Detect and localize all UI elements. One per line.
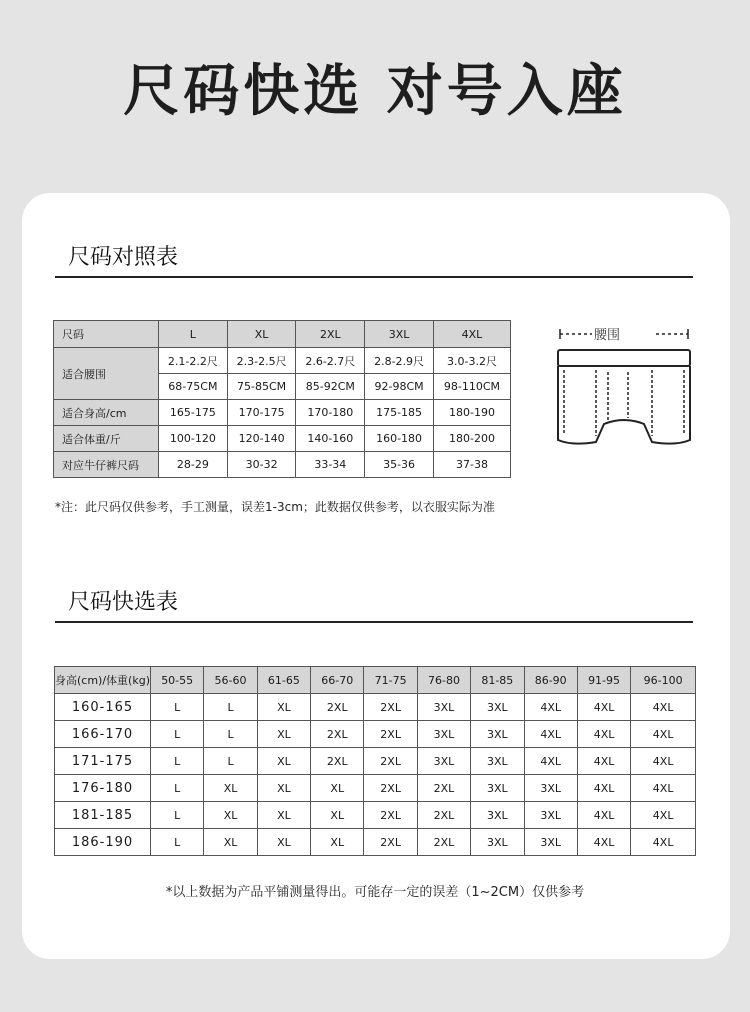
quick-size-title: 尺码快选表	[68, 590, 179, 615]
table-row	[55, 829, 696, 856]
size-cell: XL	[257, 721, 310, 748]
table-cell: 98-110CM	[433, 374, 510, 400]
size-cell: 4XL	[631, 829, 696, 856]
table-cell: 2.3-2.5尺	[227, 348, 296, 374]
height-cell: 176-180	[55, 775, 151, 802]
size-cell: XL	[204, 802, 257, 829]
table-header-row	[54, 321, 511, 348]
size-cell: 3XL	[417, 721, 470, 748]
size-cell: 4XL	[577, 721, 630, 748]
size-cell: 4XL	[631, 775, 696, 802]
table-cell: 180-200	[433, 426, 510, 452]
weight-header-cell: 61-65	[257, 667, 310, 694]
height-cell: 181-185	[55, 802, 151, 829]
size-cell: L	[151, 829, 204, 856]
row-label: 对应牛仔裤尺码	[54, 452, 159, 478]
size-cell: 2XL	[417, 775, 470, 802]
size-cell: XL	[311, 829, 364, 856]
table-cell: 75-85CM	[227, 374, 296, 400]
size-chart-divider	[55, 276, 693, 278]
size-cell: 2XL	[364, 694, 417, 721]
size-cell: 3XL	[471, 775, 524, 802]
size-cell: 2XL	[311, 748, 364, 775]
table-cell: 2.1-2.2尺	[159, 348, 228, 374]
table-cell: 35-36	[365, 452, 434, 478]
size-cell: 2XL	[417, 829, 470, 856]
size-chart-note: *注：此尺码仅供参考，手工测量，误差1-3cm；此数据仅供参考，以衣服实际为准	[55, 500, 495, 514]
table-cell: 2.8-2.9尺	[365, 348, 434, 374]
size-cell: L	[151, 694, 204, 721]
quick-size-note: *以上数据为产品平铺测量得出。可能存一定的误差（1~2CM）仅供参考	[165, 885, 585, 900]
size-cell: 4XL	[524, 748, 577, 775]
size-cell: 4XL	[631, 748, 696, 775]
size-cell: 2XL	[417, 802, 470, 829]
waist-label: 腰围	[594, 328, 621, 343]
size-cell: 3XL	[524, 775, 577, 802]
size-cell: L	[151, 802, 204, 829]
table-cell: 2.6-2.7尺	[296, 348, 365, 374]
table-header-cell: 3XL	[365, 321, 434, 348]
height-cell: 186-190	[55, 829, 151, 856]
table-cell: 68-75CM	[159, 374, 228, 400]
size-cell: 4XL	[631, 721, 696, 748]
table-row	[54, 348, 511, 374]
page-headline: 尺码快选 对号入座	[123, 59, 627, 124]
row-label: 适合体重/斤	[54, 426, 159, 452]
table-cell: 160-180	[365, 426, 434, 452]
table-cell: 170-175	[227, 400, 296, 426]
size-cell: 2XL	[311, 721, 364, 748]
size-cell: 3XL	[524, 802, 577, 829]
table-cell: 3.0-3.2尺	[433, 348, 510, 374]
table-header-cell: L	[159, 321, 228, 348]
size-cell: 2XL	[364, 829, 417, 856]
size-cell: 4XL	[577, 775, 630, 802]
corner-header-cell: 身高(cm)/体重(kg)	[55, 667, 151, 694]
size-cell: L	[151, 775, 204, 802]
quick-size-table	[54, 666, 696, 856]
height-cell: 171-175	[55, 748, 151, 775]
table-header-row	[55, 667, 696, 694]
size-cell: 3XL	[471, 748, 524, 775]
weight-header-cell: 91-95	[577, 667, 630, 694]
size-cell: XL	[204, 775, 257, 802]
size-cell: XL	[257, 802, 310, 829]
size-cell: L	[204, 748, 257, 775]
table-header-cell: 尺码	[54, 321, 159, 348]
size-cell: 2XL	[364, 802, 417, 829]
table-cell: 85-92CM	[296, 374, 365, 400]
table-row	[55, 694, 696, 721]
table-cell: 92-98CM	[365, 374, 434, 400]
table-row	[54, 426, 511, 452]
boxer-brief-diagram-icon	[548, 320, 698, 460]
size-cell: 4XL	[577, 694, 630, 721]
weight-header-cell: 71-75	[364, 667, 417, 694]
table-cell: 28-29	[159, 452, 228, 478]
weight-header-cell: 50-55	[151, 667, 204, 694]
table-cell: 37-38	[433, 452, 510, 478]
table-cell: 165-175	[159, 400, 228, 426]
table-cell: 30-32	[227, 452, 296, 478]
height-cell: 166-170	[55, 721, 151, 748]
size-cell: 3XL	[471, 694, 524, 721]
size-cell: 3XL	[471, 721, 524, 748]
weight-header-cell: 96-100	[631, 667, 696, 694]
table-header-cell: 4XL	[433, 321, 510, 348]
table-cell: 140-160	[296, 426, 365, 452]
row-label: 适合身高/cm	[54, 400, 159, 426]
size-cell: 3XL	[417, 694, 470, 721]
table-cell: 120-140	[227, 426, 296, 452]
table-cell: 175-185	[365, 400, 434, 426]
weight-header-cell: 56-60	[204, 667, 257, 694]
size-cell: XL	[204, 829, 257, 856]
size-cell: L	[204, 721, 257, 748]
table-cell: 170-180	[296, 400, 365, 426]
size-cell: 4XL	[577, 748, 630, 775]
size-cell: XL	[257, 775, 310, 802]
quick-size-divider	[55, 621, 693, 623]
size-chart-title: 尺码对照表	[68, 245, 179, 270]
table-cell: 33-34	[296, 452, 365, 478]
weight-header-cell: 66-70	[311, 667, 364, 694]
size-cell: 4XL	[524, 694, 577, 721]
table-row	[54, 452, 511, 478]
table-header-cell: XL	[227, 321, 296, 348]
table-header-cell: 2XL	[296, 321, 365, 348]
size-cell: L	[151, 721, 204, 748]
size-cell: XL	[311, 775, 364, 802]
table-cell: 180-190	[433, 400, 510, 426]
size-cell: L	[151, 748, 204, 775]
size-cell: 4XL	[577, 802, 630, 829]
size-cell: 4XL	[577, 829, 630, 856]
size-cell: XL	[257, 829, 310, 856]
size-cell: 4XL	[631, 802, 696, 829]
size-cell: 2XL	[311, 694, 364, 721]
size-cell: L	[204, 694, 257, 721]
table-row	[55, 802, 696, 829]
size-cell: 3XL	[471, 829, 524, 856]
size-cell: 4XL	[631, 694, 696, 721]
table-row	[55, 775, 696, 802]
height-cell: 160-165	[55, 694, 151, 721]
size-cell: XL	[257, 748, 310, 775]
size-cell: 3XL	[417, 748, 470, 775]
weight-header-cell: 86-90	[524, 667, 577, 694]
weight-header-cell: 81-85	[471, 667, 524, 694]
size-cell: 2XL	[364, 748, 417, 775]
size-cell: XL	[311, 802, 364, 829]
row-label: 适合腰围	[54, 348, 159, 400]
table-cell: 100-120	[159, 426, 228, 452]
weight-header-cell: 76-80	[417, 667, 470, 694]
table-row	[55, 748, 696, 775]
size-cell: 3XL	[471, 802, 524, 829]
table-row	[54, 400, 511, 426]
size-cell: 2XL	[364, 775, 417, 802]
size-comparison-table	[53, 320, 511, 478]
size-cell: 2XL	[364, 721, 417, 748]
size-cell: 3XL	[524, 829, 577, 856]
table-row	[55, 721, 696, 748]
size-cell: XL	[257, 694, 310, 721]
size-cell: 4XL	[524, 721, 577, 748]
